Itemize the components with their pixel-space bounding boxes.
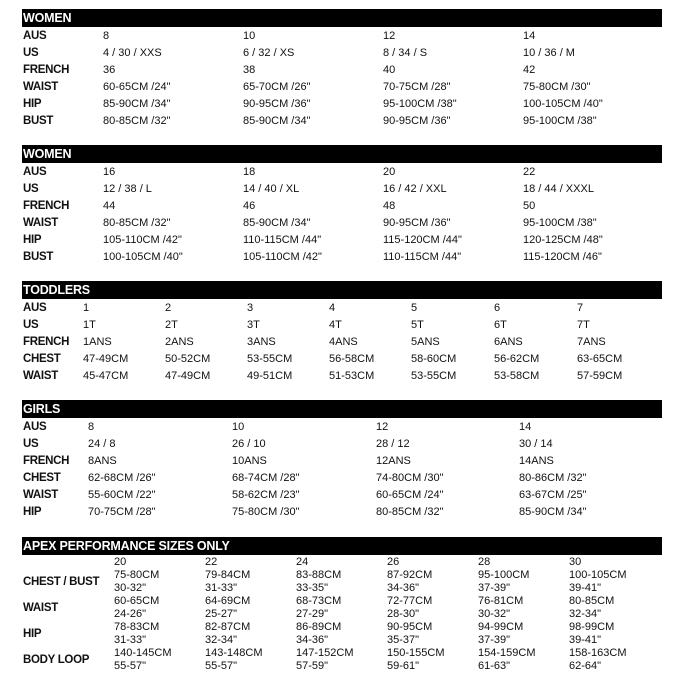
table-row: [22, 368, 662, 385]
table-cell: 95-100CM /38": [523, 115, 597, 127]
table-cell: 2: [165, 302, 172, 314]
inch-value: 37-39": [478, 633, 511, 646]
table-cell: 85-90CM /34": [519, 506, 587, 518]
row-label: CHEST: [23, 353, 61, 365]
table-cell: 47-49CM: [165, 370, 211, 382]
table-cell: [114, 595, 159, 620]
row-label: HIP: [23, 628, 42, 640]
table-cell: 40: [383, 64, 396, 76]
table-cell: 4ANS: [329, 336, 358, 348]
table-cell: [114, 621, 159, 646]
inch-value: 31-33": [114, 633, 147, 646]
table-cell: 105-110CM /42": [103, 234, 182, 246]
cm-value: 150-155CM: [387, 647, 445, 659]
table-cell: 36: [103, 64, 116, 76]
cm-value: 94-99CM: [478, 621, 524, 633]
table-cell: 3: [247, 302, 254, 314]
section-header: WOMEN: [22, 145, 662, 163]
table-cell: 16: [103, 166, 116, 178]
table-row: [22, 96, 662, 113]
table-cell: 16 / 42 / XXL: [383, 183, 447, 195]
section-header: GIRLS: [22, 400, 662, 418]
table-cell: [387, 647, 444, 672]
table-cell: 44: [103, 200, 116, 212]
table-cell: [387, 595, 432, 620]
table-row: [22, 215, 662, 232]
table-row: [22, 45, 662, 62]
table-cell: 60-65CM /24": [376, 489, 444, 501]
table-cell: 47-49CM: [83, 353, 129, 365]
table-cell: 53-55CM: [411, 370, 457, 382]
table-cell: 80-86CM /32": [519, 472, 587, 484]
table-row: [22, 181, 662, 198]
table-cell: 8: [103, 30, 110, 42]
women-section-2: [22, 145, 662, 266]
table-cell: [478, 569, 529, 594]
row-label: BODY LOOP: [23, 654, 90, 666]
row-label: FRENCH: [23, 64, 70, 76]
table-cell: 60-65CM /24": [103, 81, 171, 93]
table-cell: 7T: [577, 319, 590, 331]
table-cell: 1T: [83, 319, 96, 331]
table-cell: 45-47CM: [83, 370, 129, 382]
table-cell: 10 / 36 / M: [523, 47, 575, 59]
table-cell: 105-110CM /42": [243, 251, 322, 263]
table-cell: 56-62CM: [494, 353, 540, 365]
table-cell: 2ANS: [165, 336, 194, 348]
row-label: AUS: [23, 421, 47, 433]
table-cell: 90-95CM /36": [383, 115, 451, 127]
row-label: AUS: [23, 30, 47, 42]
table-cell: 5ANS: [411, 336, 440, 348]
apex-section: [22, 537, 662, 673]
table-cell: 51-53CM: [329, 370, 375, 382]
table-cell: 14: [523, 30, 536, 42]
table-row: [22, 317, 662, 334]
table-cell: 65-70CM /26": [243, 81, 311, 93]
row-label: BUST: [23, 115, 54, 127]
size-heading: 20: [114, 556, 127, 568]
cm-value: 95-100CM: [478, 569, 530, 581]
table-cell: [569, 647, 626, 672]
row-label: FRENCH: [23, 336, 70, 348]
table-row: [22, 300, 662, 317]
table-cell: 1ANS: [83, 336, 112, 348]
cm-value: 60-65CM: [114, 595, 160, 607]
table-cell: 56-58CM: [329, 353, 375, 365]
row-label: WAIST: [23, 81, 58, 93]
table-cell: 80-85CM /32": [103, 217, 171, 229]
inch-value: 34-36": [296, 633, 329, 646]
inch-value: 28-30": [387, 607, 420, 620]
table-cell: 22: [523, 166, 536, 178]
table-cell: 10: [232, 421, 245, 433]
inch-value: 55-57": [114, 659, 147, 672]
table-cell: 48: [383, 200, 396, 212]
inch-value: 34-36": [387, 581, 420, 594]
row-label: WAIST: [23, 217, 58, 229]
table-cell: 68-74CM /28": [232, 472, 300, 484]
table-cell: [296, 647, 353, 672]
row-label: WAIST: [23, 489, 58, 501]
row-label: CHEST / BUST: [23, 576, 100, 588]
table-row: [22, 28, 662, 45]
row-label: HIP: [23, 98, 42, 110]
table-cell: 49-51CM: [247, 370, 293, 382]
cm-value: 83-88CM: [296, 569, 342, 581]
table-row: [22, 569, 662, 595]
table-cell: 12: [376, 421, 389, 433]
table-row: [22, 62, 662, 79]
table-row: [22, 79, 662, 96]
table-row: [22, 232, 662, 249]
table-cell: 55-60CM /22": [88, 489, 156, 501]
girls-section: [22, 400, 662, 521]
table-cell: 62-68CM /26": [88, 472, 156, 484]
table-row: [22, 470, 662, 487]
row-label: FRENCH: [23, 200, 70, 212]
table-cell: [387, 621, 432, 646]
table-row: [22, 436, 662, 453]
table-cell: [296, 569, 341, 594]
cm-value: 87-92CM: [387, 569, 433, 581]
row-label: FRENCH: [23, 455, 70, 467]
table-cell: [569, 569, 626, 594]
table-cell: 58-60CM: [411, 353, 457, 365]
table-row: [22, 504, 662, 521]
table-cell: 14: [519, 421, 532, 433]
cm-value: 100-105CM: [569, 569, 627, 581]
table-cell: 28 / 12: [376, 438, 410, 450]
table-cell: 42: [523, 64, 536, 76]
cm-value: 140-145CM: [114, 647, 172, 659]
table-cell: 18 / 44 / XXXL: [523, 183, 594, 195]
table-row: [22, 595, 662, 621]
table-cell: 14ANS: [519, 455, 554, 467]
table-cell: [114, 569, 159, 594]
row-label: BUST: [23, 251, 54, 263]
table-cell: 6: [494, 302, 501, 314]
table-cell: 90-95CM /36": [243, 98, 311, 110]
inch-value: 27-29": [296, 607, 329, 620]
table-cell: 18: [243, 166, 256, 178]
table-cell: 26 / 10: [232, 438, 266, 450]
row-label: WAIST: [23, 602, 58, 614]
table-cell: 4 / 30 / XXS: [103, 47, 162, 59]
table-cell: 95-100CM /38": [523, 217, 597, 229]
table-row: [22, 351, 662, 368]
table-row: [22, 334, 662, 351]
cm-value: 147-152CM: [296, 647, 354, 659]
section-header: WOMEN: [22, 9, 662, 27]
table-row: [22, 621, 662, 647]
table-cell: 70-75CM /28": [383, 81, 451, 93]
section-header: APEX PERFORMANCE SIZES ONLY: [22, 537, 662, 555]
size-heading: 28: [478, 556, 491, 568]
cm-value: 68-73CM: [296, 595, 342, 607]
table-cell: [569, 621, 614, 646]
table-cell: 4T: [329, 319, 342, 331]
table-cell: 8 / 34 / S: [383, 47, 428, 59]
table-cell: 74-80CM /30": [376, 472, 444, 484]
inch-value: 25-27": [205, 607, 238, 620]
inch-value: 61-63": [478, 659, 511, 672]
size-heading: 22: [205, 556, 218, 568]
table-cell: 80-85CM /32": [103, 115, 171, 127]
inch-value: 24-26": [114, 607, 147, 620]
row-label: AUS: [23, 302, 47, 314]
table-cell: [205, 595, 250, 620]
row-label: HIP: [23, 234, 42, 246]
table-cell: [387, 569, 432, 594]
table-row: [22, 647, 662, 673]
table-cell: [478, 621, 523, 646]
table-cell: 5T: [411, 319, 424, 331]
size-heading: 30: [569, 556, 582, 568]
table-cell: 3T: [247, 319, 260, 331]
cm-value: 78-83CM: [114, 621, 160, 633]
row-label: HIP: [23, 506, 42, 518]
cm-value: 98-99CM: [569, 621, 615, 633]
inch-value: 55-57": [205, 659, 238, 672]
table-cell: 2T: [165, 319, 178, 331]
inch-value: 62-64": [569, 659, 602, 672]
table-cell: 75-80CM /30": [523, 81, 591, 93]
table-cell: 7: [577, 302, 584, 314]
cm-value: 64-69CM: [205, 595, 251, 607]
women-section-1: [22, 9, 662, 130]
cm-value: 90-95CM: [387, 621, 433, 633]
table-cell: [296, 595, 341, 620]
table-cell: [205, 621, 250, 646]
table-cell: 85-90CM /34": [103, 98, 171, 110]
table-cell: 8: [88, 421, 95, 433]
table-cell: 12: [383, 30, 396, 42]
size-heading: 26: [387, 556, 400, 568]
inch-value: 30-32": [114, 581, 147, 594]
table-cell: 110-115CM /44": [383, 251, 462, 263]
table-cell: 115-120CM /44": [383, 234, 462, 246]
row-label: WAIST: [23, 370, 58, 382]
row-label: US: [23, 47, 39, 59]
inch-value: 57-59": [296, 659, 329, 672]
table-cell: 70-75CM /28": [88, 506, 156, 518]
table-cell: 6 / 32 / XS: [243, 47, 295, 59]
table-cell: 63-67CM /25": [519, 489, 587, 501]
table-cell: 120-125CM /48": [523, 234, 603, 246]
cm-value: 82-87CM: [205, 621, 251, 633]
section-header: TODDLERS: [22, 281, 662, 299]
table-cell: [114, 647, 171, 672]
table-cell: 1: [83, 302, 90, 314]
inch-value: 59-61": [387, 659, 420, 672]
inch-value: 37-39": [478, 581, 511, 594]
table-cell: 53-55CM: [247, 353, 293, 365]
table-cell: [205, 647, 262, 672]
inch-value: 30-32": [478, 607, 511, 620]
table-cell: 100-105CM /40": [523, 98, 603, 110]
table-cell: 4: [329, 302, 336, 314]
table-row: [22, 249, 662, 266]
table-row: [22, 164, 662, 181]
table-row: [22, 198, 662, 215]
cm-value: 76-81CM: [478, 595, 524, 607]
table-cell: 58-62CM /23": [232, 489, 300, 501]
row-label: CHEST: [23, 472, 61, 484]
table-row: [22, 419, 662, 436]
table-cell: 85-90CM /34": [243, 217, 311, 229]
row-label: US: [23, 183, 39, 195]
size-header-row: [22, 556, 662, 569]
table-cell: 24 / 8: [88, 438, 116, 450]
table-cell: 12 / 38 / L: [103, 183, 152, 195]
cm-value: 72-77CM: [387, 595, 433, 607]
row-label: US: [23, 438, 39, 450]
table-cell: 14 / 40 / XL: [243, 183, 300, 195]
cm-value: 158-163CM: [569, 647, 627, 659]
inch-value: 39-41": [569, 581, 602, 594]
table-cell: 6ANS: [494, 336, 523, 348]
table-cell: 95-100CM /38": [383, 98, 457, 110]
size-heading: 24: [296, 556, 309, 568]
cm-value: 143-148CM: [205, 647, 263, 659]
table-cell: 46: [243, 200, 256, 212]
table-cell: 53-58CM: [494, 370, 540, 382]
table-cell: [205, 569, 250, 594]
cm-value: 79-84CM: [205, 569, 251, 581]
row-label: AUS: [23, 166, 47, 178]
row-label: US: [23, 319, 39, 331]
table-cell: [478, 595, 523, 620]
table-cell: 85-90CM /34": [243, 115, 311, 127]
table-cell: [478, 647, 535, 672]
table-cell: 80-85CM /32": [376, 506, 444, 518]
inch-value: 32-34": [205, 633, 238, 646]
table-cell: [296, 621, 341, 646]
table-cell: 3ANS: [247, 336, 276, 348]
table-cell: 10ANS: [232, 455, 267, 467]
table-cell: 110-115CM /44": [243, 234, 322, 246]
inch-value: 33-35": [296, 581, 329, 594]
inch-value: 35-37": [387, 633, 420, 646]
inch-value: 32-34": [569, 607, 602, 620]
table-cell: 20: [383, 166, 396, 178]
toddlers-section: [22, 281, 662, 385]
table-cell: 8ANS: [88, 455, 117, 467]
table-cell: 6T: [494, 319, 507, 331]
table-cell: 30 / 14: [519, 438, 553, 450]
table-row: [22, 113, 662, 130]
table-cell: 7ANS: [577, 336, 606, 348]
table-cell: 90-95CM /36": [383, 217, 451, 229]
table-cell: 75-80CM /30": [232, 506, 300, 518]
cm-value: 86-89CM: [296, 621, 342, 633]
table-cell: 50-52CM: [165, 353, 211, 365]
inch-value: 39-41": [569, 633, 602, 646]
table-cell: 57-59CM: [577, 370, 623, 382]
table-cell: 10: [243, 30, 256, 42]
table-cell: 50: [523, 200, 536, 212]
table-cell: 115-120CM /46": [523, 251, 602, 263]
inch-value: 31-33": [205, 581, 238, 594]
table-cell: 12ANS: [376, 455, 411, 467]
table-cell: 5: [411, 302, 418, 314]
table-row: [22, 487, 662, 504]
table-cell: 38: [243, 64, 256, 76]
table-cell: 63-65CM: [577, 353, 623, 365]
cm-value: 154-159CM: [478, 647, 536, 659]
cm-value: 80-85CM: [569, 595, 615, 607]
table-cell: 100-105CM /40": [103, 251, 183, 263]
cm-value: 75-80CM: [114, 569, 160, 581]
table-row: [22, 453, 662, 470]
table-cell: [569, 595, 614, 620]
